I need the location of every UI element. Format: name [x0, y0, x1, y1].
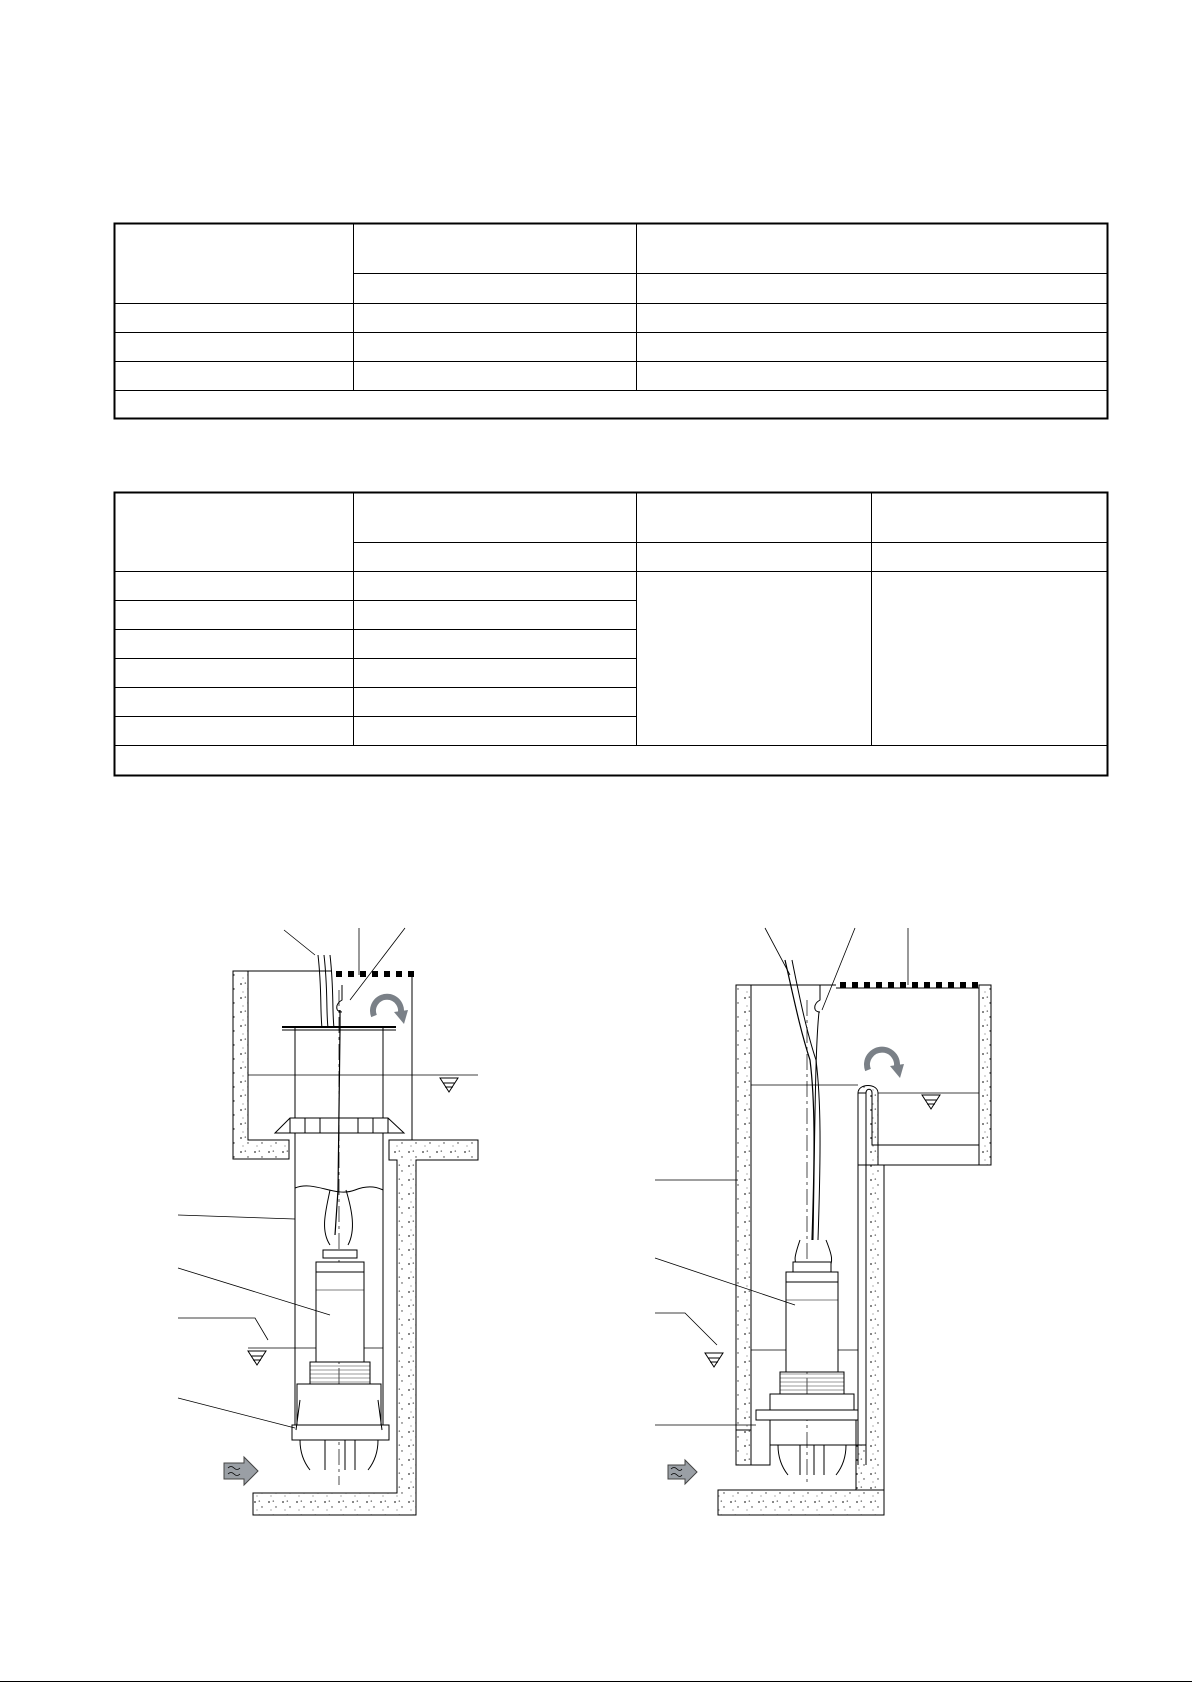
- inflow-arrow: [224, 1457, 258, 1485]
- installation-drawing-left: [178, 928, 478, 1515]
- footer-rule: [0, 1681, 1192, 1682]
- water-level-symbol: [248, 1351, 266, 1365]
- water-level-symbol: [922, 1095, 940, 1109]
- water-level-symbol: [440, 1078, 458, 1092]
- inflow-arrow: [668, 1460, 697, 1484]
- water-level-symbol: [705, 1353, 723, 1367]
- installation-drawing-right: [655, 928, 991, 1515]
